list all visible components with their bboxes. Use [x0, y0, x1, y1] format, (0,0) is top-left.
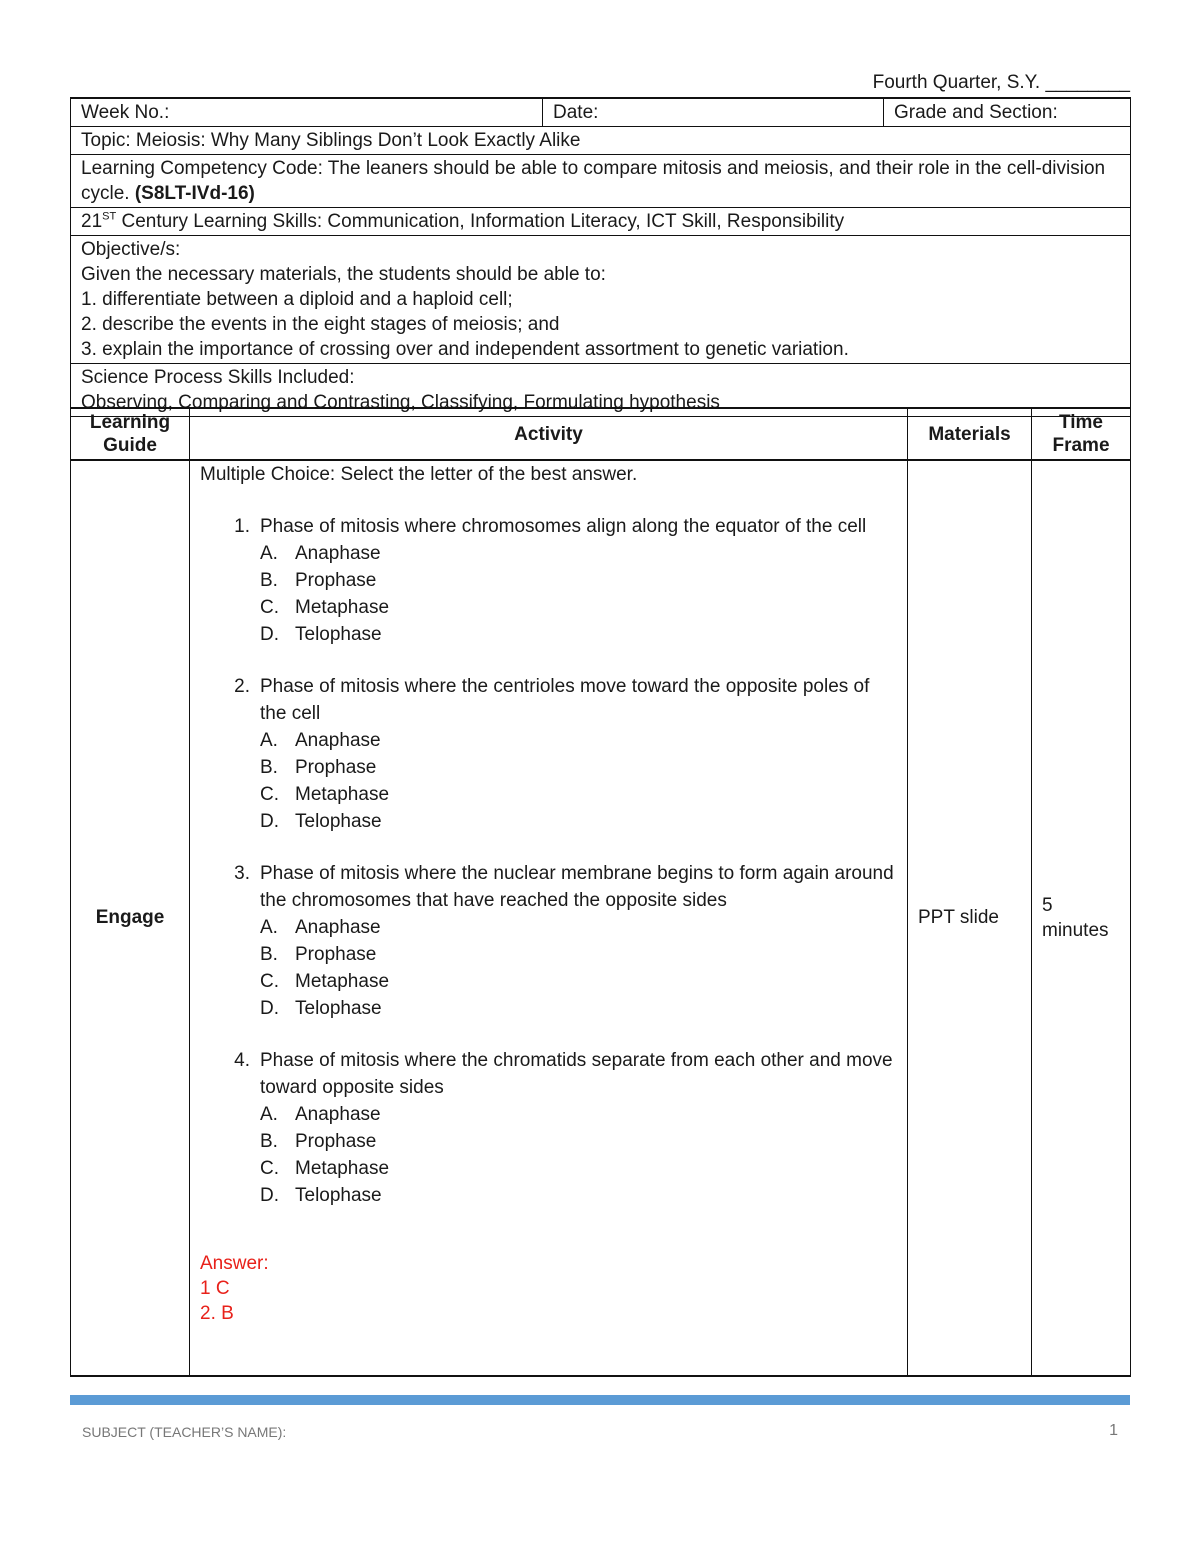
footer-divider-bar [70, 1395, 1130, 1405]
process-skills-list: Observing, Comparing and Contrasting, Classifying, Formulating hypothesis [81, 392, 720, 413]
answer-item: 1 C [200, 1278, 230, 1299]
competency-text: Learning Competency Code: The leaners should be able to compare mitosis and meiosis, and their role in the cell-division cycle. [81, 158, 1106, 204]
question-item [200, 1047, 897, 1209]
competency-cell [71, 155, 1131, 208]
time-frame-unit: minutes [1042, 920, 1109, 941]
question-number: 2. [234, 676, 250, 697]
objective-item: 3. explain the importance of crossing over and independent assortment to genetic variation. [81, 339, 849, 360]
answer-option [200, 1101, 897, 1128]
learning-guide-cell: Engage [71, 460, 190, 1376]
answer-label: Answer: [200, 1253, 269, 1274]
materials-cell: PPT slide [908, 460, 1032, 1376]
skills-prefix: 21 [81, 211, 103, 232]
answer-key [200, 1251, 897, 1326]
activity-cell [190, 460, 908, 1376]
option-text: Telophase [295, 811, 382, 832]
footer-subject-teacher: SUBJECT (TEACHER’S NAME): [82, 1424, 287, 1440]
col-header-learning-guide: Learning Guide [71, 408, 190, 460]
answer-option [200, 594, 897, 621]
week-cell: Week No.: [71, 98, 543, 127]
option-text: Metaphase [295, 1158, 390, 1179]
option-letter: D. [260, 624, 279, 645]
option-letter: A. [260, 1104, 278, 1125]
answer-option [200, 727, 897, 754]
option-letter: D. [260, 998, 279, 1019]
question-text: Phase of mitosis where chromosomes align along the equator of the cell [260, 516, 867, 537]
question-number: 3. [234, 863, 250, 884]
grade-section-cell: Grade and Section: [884, 98, 1131, 127]
time-frame-cell [1032, 460, 1131, 1376]
activity-table [70, 407, 1131, 1377]
question-number: 1. [234, 516, 250, 537]
objectives-cell [71, 236, 1131, 364]
option-letter: A. [260, 730, 278, 751]
activity-instruction: Multiple Choice: Select the letter of the best answer. [200, 464, 638, 485]
option-text: Anaphase [295, 730, 381, 751]
objectives-intro: Given the necessary materials, the students should be able to: [81, 264, 606, 285]
process-skills-label: Science Process Skills Included: [81, 367, 355, 388]
answer-option [200, 1155, 897, 1182]
question-text: Phase of mitosis where the nuclear membrane begins to form again around the chromosomes that have reached the opposite sides [260, 863, 894, 911]
competency-code: (S8LT-IVd-16) [134, 183, 255, 204]
option-letter: B. [260, 570, 278, 591]
option-letter: C. [260, 971, 279, 992]
option-letter: B. [260, 1131, 278, 1152]
option-text: Telophase [295, 998, 382, 1019]
answer-option [200, 808, 897, 835]
option-text: Prophase [295, 1131, 377, 1152]
skills-superscript: ST [102, 210, 117, 223]
lesson-header-table [70, 97, 1131, 417]
option-letter: D. [260, 1185, 279, 1206]
century-skills-cell [71, 208, 1131, 236]
page-number: 1 [1109, 1422, 1118, 1439]
answer-option [200, 1182, 897, 1209]
objective-item: 2. describe the events in the eight stages of meiosis; and [81, 314, 560, 335]
objective-item: 1. differentiate between a diploid and a haploid cell; [81, 289, 513, 310]
col-header-activity: Activity [190, 408, 908, 460]
option-letter: C. [260, 1158, 279, 1179]
quarter-label: Fourth Quarter, S.Y. ________ [872, 72, 1130, 93]
time-frame-number: 5 [1042, 895, 1053, 916]
answer-option [200, 995, 897, 1022]
col-header-materials: Materials [908, 408, 1032, 460]
option-text: Metaphase [295, 597, 390, 618]
answer-option [200, 540, 897, 567]
answer-option [200, 968, 897, 995]
option-letter: C. [260, 597, 279, 618]
option-letter: A. [260, 917, 278, 938]
question-number: 4. [234, 1050, 250, 1071]
answer-option [200, 621, 897, 648]
answer-option [200, 941, 897, 968]
option-text: Telophase [295, 624, 382, 645]
option-text: Anaphase [295, 543, 381, 564]
objectives-label: Objective/s: [81, 239, 181, 260]
answer-option [200, 781, 897, 808]
option-text: Prophase [295, 944, 377, 965]
option-letter: C. [260, 784, 279, 805]
question-item [200, 513, 897, 648]
option-text: Prophase [295, 757, 377, 778]
option-text: Anaphase [295, 917, 381, 938]
skills-text: Century Learning Skills: Communication, Information Literacy, ICT Skill, Responsibility [116, 211, 845, 232]
answer-option [200, 914, 897, 941]
option-text: Metaphase [295, 971, 390, 992]
question-text: Phase of mitosis where the chromatids separate from each other and move toward opposite sides [260, 1050, 893, 1098]
question-text: Phase of mitosis where the centrioles move toward the opposite poles of the cell [260, 676, 870, 724]
option-text: Prophase [295, 570, 377, 591]
answer-option [200, 567, 897, 594]
answer-item: 2. B [200, 1303, 234, 1324]
date-cell: Date: [543, 98, 884, 127]
answer-option [200, 1128, 897, 1155]
question-item [200, 673, 897, 835]
option-text: Anaphase [295, 1104, 381, 1125]
option-text: Metaphase [295, 784, 390, 805]
option-letter: B. [260, 944, 278, 965]
option-letter: A. [260, 543, 278, 564]
topic-cell: Topic: Meiosis: Why Many Siblings Don’t Look Exactly Alike [71, 127, 1131, 155]
answer-option [200, 754, 897, 781]
option-letter: B. [260, 757, 278, 778]
col-header-time-frame: Time Frame [1032, 408, 1131, 460]
question-item [200, 860, 897, 1022]
option-text: Telophase [295, 1185, 382, 1206]
option-letter: D. [260, 811, 279, 832]
